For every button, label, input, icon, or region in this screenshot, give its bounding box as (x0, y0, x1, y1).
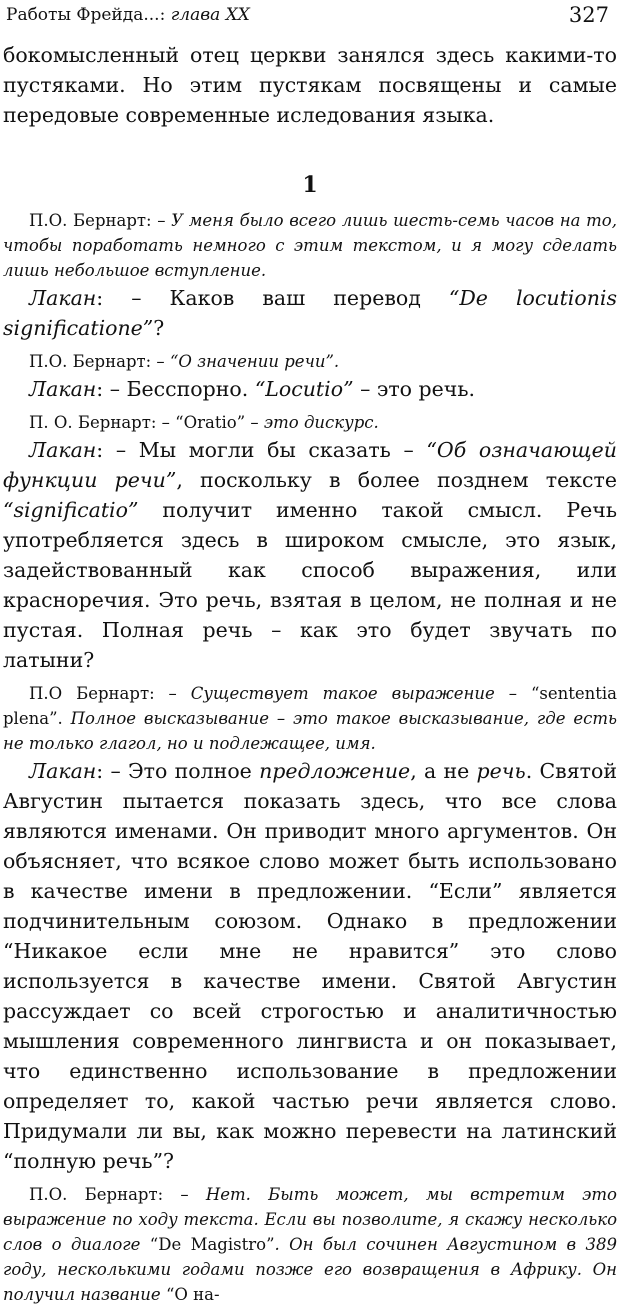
remark-text: . Он был сочинен Августином в 389 году, несколькими годами позже его возвращения в Африку. Он получил название (3, 1235, 617, 1304)
speaker-lacan: Лакан (29, 286, 97, 310)
running-header (3, 0, 617, 40)
section-number: 1 (302, 172, 318, 198)
remark-text: “О значении речи”. (169, 352, 340, 371)
latin-quote: “Locutio” (254, 377, 354, 401)
remark-text: , поскольку в более позднем тексте (176, 468, 617, 492)
remark-text: . Святой Августин пытается показать здесь, что все слова являются именами. Он приводит много аргументов. Он объясняет, что всякое слово может быть использовано в качестве имени в предложении. “Если” является подчинительным союзом. Однако в предложении “Никакое если мне не нравится” это слово используется в качестве имени. Святой Августин рассуждает со всей строгостью и аналитичностью мышления современного лингвиста и он показывает, что единственно использование в предложении определяет то, какой частью речи является слово. Придумали ли вы, как можно перевести на латинский “полную речь”? (3, 759, 617, 1173)
remark-text: Существует такое выражение (190, 684, 495, 703)
running-title (6, 5, 250, 25)
speaker-bernart: П. О. Бернарт: – “Oratio” – (29, 413, 264, 432)
emphasis: предложение (259, 759, 411, 783)
remark-text: , а не (410, 759, 477, 783)
page-number: 327 (568, 3, 609, 27)
running-title-chapter: глава XX (170, 5, 250, 25)
latin-quote: – “sententia plena”. (3, 684, 617, 728)
bernart-remark-5 (3, 1182, 617, 1307)
remark-text: “О на- (165, 1285, 220, 1304)
quoted-phrase: “Об означающей функции речи” (3, 438, 617, 492)
bernart-remark-2 (3, 349, 617, 374)
remark-text: Нет. Быть может, мы встретим это выражение по ходу текста. Если вы позволите, я скажу несколько слов о диалоге (3, 1185, 617, 1254)
running-title-book: Работы Фрейда...: (6, 5, 166, 25)
lacan-remark-3 (3, 435, 617, 675)
bernart-remark-1 (3, 208, 617, 283)
lacan-remark-1 (3, 283, 617, 343)
remark-text: У меня было всего лишь шесть-семь часов на то, чтобы поработать немного с этим текстом, и я могу сделать лишь небольшое вступление. (3, 211, 617, 280)
remark-text: получит именно такой смысл. Речь употребляется здесь в широком смысле, это язык, задействованный как способ выражения, или красноречия. Это речь, взятая в целом, не полная и не пустая. Полная речь – как это будет звучать по латыни? (3, 498, 617, 672)
remark-text: : – Бесспорно. (96, 377, 255, 401)
lacan-remark-2 (3, 374, 617, 404)
bernart-remark-4 (3, 681, 617, 756)
speaker-bernart: П.О. Бернарт: – (29, 352, 170, 371)
latin-quote: “significatio” (3, 498, 139, 522)
dialogue-title: “De Magistro” (149, 1235, 275, 1254)
speaker-lacan: Лакан (29, 759, 97, 783)
speaker-bernart: П.О Бернарт: – (29, 684, 191, 703)
remark-text: – это речь. (353, 377, 476, 401)
remark-text: : – Это полное (96, 759, 260, 783)
latin-quote: “De locutionis significatione” (3, 286, 617, 340)
intro-paragraph: бокомысленный отец церкви занялся здесь какими-то пустяками. Но этим пустякам посвящены и самые передовые современные иследования языка. (3, 43, 617, 127)
remark-text: : – Мы могли бы сказать – (96, 438, 427, 462)
remark-text: это дискурс. (263, 413, 379, 432)
speaker-bernart: П.О. Бернарт: – (29, 1185, 206, 1204)
remark-text: ? (153, 316, 165, 340)
speaker-bernart: П.О. Бернарт: – (29, 211, 172, 230)
remark-text: : – Каков ваш перевод (96, 286, 449, 310)
lacan-remark-4 (3, 756, 617, 1176)
speaker-lacan: Лакан (29, 377, 97, 401)
speaker-lacan: Лакан (29, 438, 97, 462)
remark-text: Полное высказывание – это такое высказывание, где есть не только глагол, но и подлежащее, имя. (3, 709, 617, 753)
bernart-remark-3 (3, 410, 617, 435)
emphasis: речь (476, 759, 526, 783)
